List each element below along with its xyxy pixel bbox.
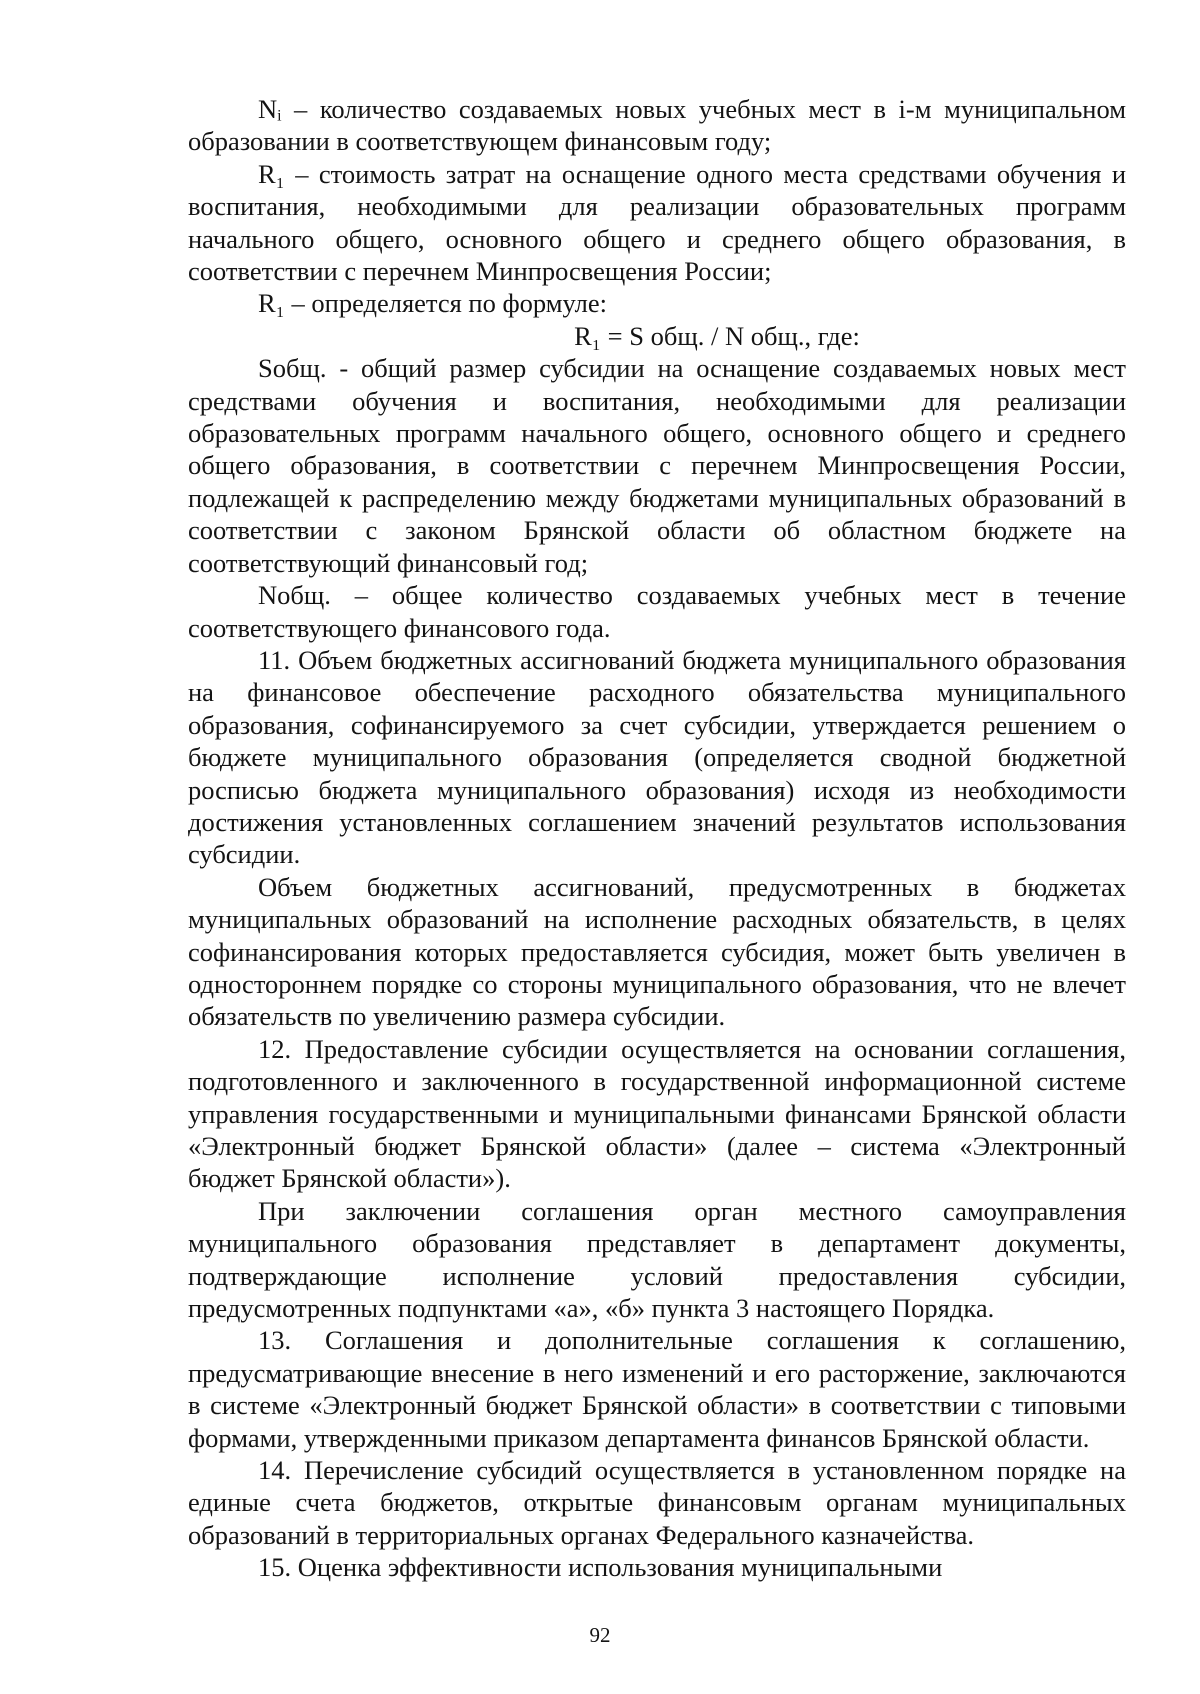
paragraph-n-definition: Nобщ. – общее количество создаваемых учебных мест в течение соответствующего финансового года.: [188, 580, 1126, 643]
paragraph-r1-definition: R₁ – стоимость затрат на оснащение одного места средствами обучения и воспитания, необходимыми для реализации образовательных программ начального общего, основного общего и среднего общего образования, в соответствии с перечнем Минпросвещения России;: [188, 158, 1126, 287]
paragraph-r1-formula-intro: R₁ – определяется по формуле:: [258, 288, 607, 319]
paragraph-11-volume: Объем бюджетных ассигнований, предусмотренных в бюджетах муниципальных образований на исполнение расходных обязательств, в целях софинансирования которых предоставляется субсидия, может быть увеличен в одностороннем порядке со стороны муниципального образования, что не влечет обязательств по увеличению размера субсидии.: [188, 871, 1126, 1032]
paragraph-14: 14. Перечисление субсидий осуществляется в установленном порядке на единые счета бюджетов, открытые финансовым органам муниципальных образований в территориальных органах Федерального казначейства.: [188, 1455, 1126, 1550]
paragraph-12-agreement: При заключении соглашения орган местного самоуправления муниципального образования представляет в департамент документы, подтверждающие исполнение условий предоставления субсидии, предусмотренных подпунктами «а», «б» пункта 3 настоящего Порядка.: [188, 1195, 1126, 1324]
paragraph-11: 11. Объем бюджетных ассигнований бюджета муниципального образования на финансовое обеспечение расходного обязательства муниципального образования, софинансируемого за счет субсидии, утверждается решением о бюджете муниципального образования (определяется сводной бюджетной росписью бюджета муниципального образования) исходя из необходимости достижения установленных соглашением значений результатов использования субсидии.: [188, 644, 1126, 870]
page-number: 92: [589, 1623, 611, 1647]
paragraph-15: 15. Оценка эффективности использования муниципальными: [258, 1552, 943, 1583]
formula-r1: R₁ = S общ. / N общ., где:: [574, 320, 860, 351]
paragraph-12: 12. Предоставление субсидии осуществляется на основании соглашения, подготовленного и заключенного в государственной информационной системе управления государственными и муниципальными финансами Брянской области «Электронный бюджет Брянской области» (далее – система «Электронный бюджет Брянской области»).: [188, 1033, 1126, 1194]
paragraph-s-definition: Sобщ. - общий размер субсидии на оснащение создаваемых новых мест средствами обучения и воспитания, необходимыми для реализации образовательных программ начального общего, основного общего и среднего общего образования, в соответствии с перечнем Минпросвещения России, подлежащей к распределению между бюджетами муниципальных образований в соответствии с законом Брянской области об областном бюджете на соответствующий финансовый год;: [188, 353, 1126, 578]
document-body: [188, 93, 1126, 1584]
paragraph-ni-definition: Nᵢ – количество создаваемых новых учебных мест в i-м муниципальном образовании в соответствующем финансовым году;: [188, 94, 1126, 157]
paragraph-13: 13. Соглашения и дополнительные соглашения к соглашению, предусматривающие внесение в него изменений и его расторжение, заключаются в системе «Электронный бюджет Брянской области» в соответствии с типовыми формами, утвержденными приказом департамента финансов Брянской области.: [188, 1325, 1126, 1453]
